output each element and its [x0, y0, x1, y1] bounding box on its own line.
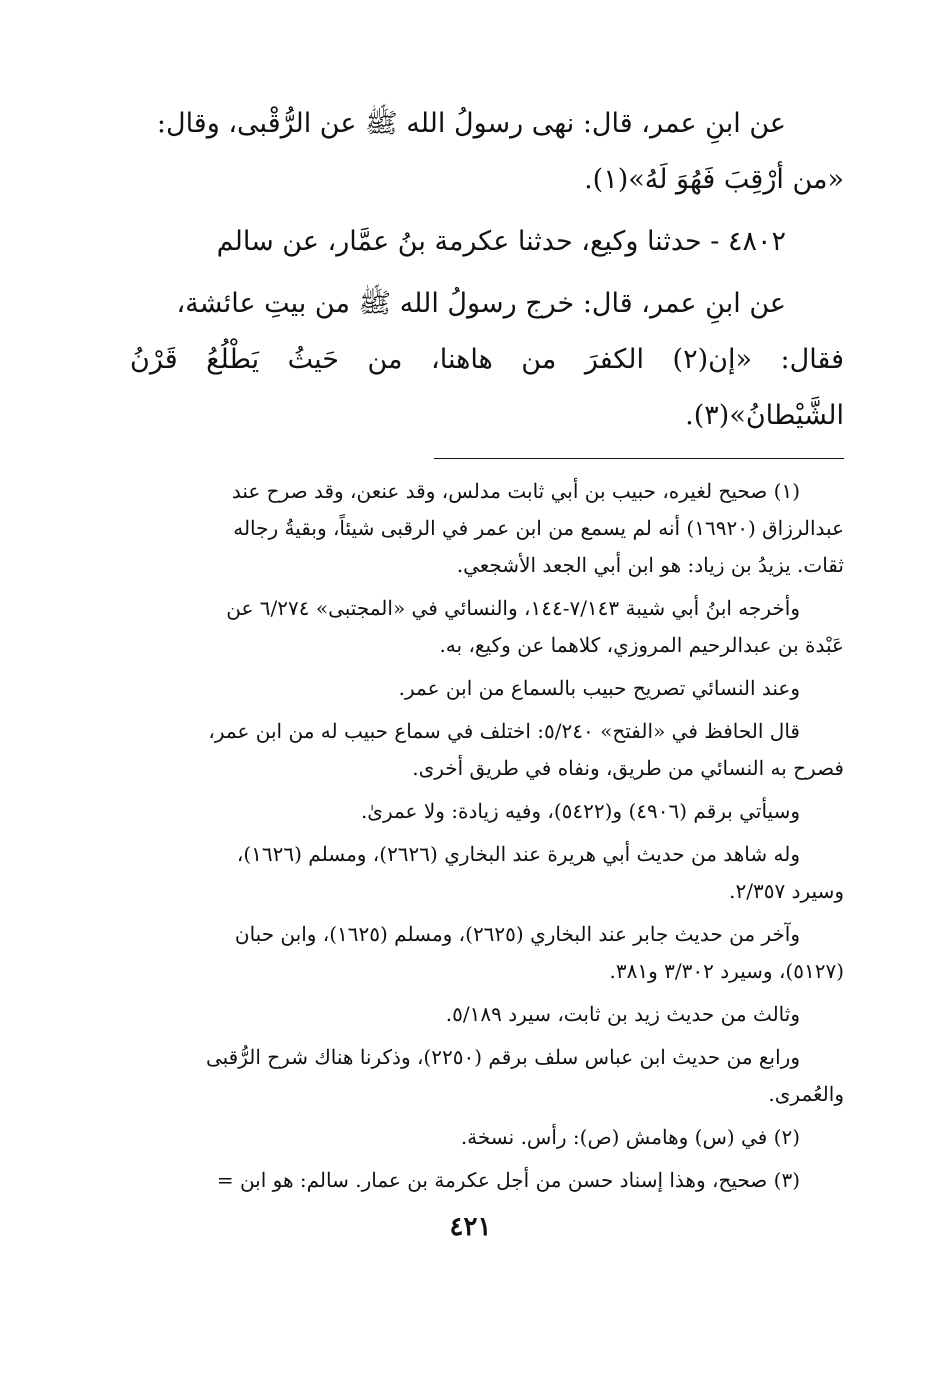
footnote-divider	[434, 458, 844, 459]
footnote-line: وأخرجه ابنُ أبي شيبة ٧/١٤٣-١٤٤، والنسائي في «المجتبى» ٦/٢٧٤ عن	[226, 596, 800, 620]
footnote-line: وله شاهد من حديث أبي هريرة عند البخاري (٢٦٢٦)، ومسلم (١٦٢٦)،	[236, 842, 800, 866]
footnote-line: فصرح به النسائي من طريق، ونفاه في طريق أخرى.	[412, 756, 844, 780]
footnote-line: وسيرد ٢/٣٥٧.	[729, 879, 844, 903]
main-text	[130, 96, 844, 444]
hadith-number-line: ٤٨٠٢ - حدثنا وكيع، حدثنا عكرمة بنُ عمَّار، عن سالم	[216, 226, 786, 257]
footnote-line: وعند النسائي تصريح حبيب بالسماع من ابن عمر.	[398, 676, 800, 700]
footnote-line: قال الحافظ في «الفتح» ٥/٢٤٠: اختلف في سماع حبيب له من ابن عمر،	[208, 719, 800, 743]
footnote-line: (٣) صحيح، وهذا إسناد حسن من أجل عكرمة بن عمار. سالم: هو ابن =	[216, 1168, 800, 1192]
page-number: ٤٢١	[449, 1212, 492, 1242]
main-line: عن ابنِ عمر، قال: نهى رسولُ الله ﷺ عن الرُّقْبى، وقال:	[156, 108, 786, 139]
main-line: «من أرْقِبَ فَهُوَ لَهُ»(١).	[584, 164, 844, 195]
footnote-line: ثقات. يزيدُ بن زياد: هو ابن أبي الجعد الأشجعي.	[456, 553, 844, 577]
footnote-line: ورابع من حديث ابن عباس سلف برقم (٢٢٥٠)، وذكرنا هناك شرح الرُّقبى	[205, 1045, 800, 1069]
main-line: عن ابنِ عمر، قال: خرج رسولُ الله ﷺ من بيتِ عائشة،	[176, 288, 786, 319]
main-line: فقال: «إن(٢) الكفرَ من هاهنا، من حَيثُ يَطْلُعُ قَرْنُ الشَّيْطانُ»(٣).	[130, 344, 844, 431]
footnote-line: وسيأتي برقم (٤٩٠٦) و(٥٤٢٢)، وفيه زيادة: ولا عمرىٰ.	[360, 799, 800, 823]
footnote-line: عبدالرزاق (١٦٩٢٠) أنه لم يسمع من ابن عمر في الرقبى شيئاً، وبقيةُ رجاله	[233, 516, 844, 540]
footnote-line: (٥١٢٧)، وسيرد ٣/٣٠٢ و٣٨١.	[609, 959, 844, 983]
footnote-line: وآخر من حديث جابر عند البخاري (٢٦٢٥)، ومسلم (١٦٢٥)، وابن حبان	[234, 922, 800, 946]
footnote-line: وثالث من حديث زيد بن ثابت، سيرد ٥/١٨٩.	[445, 1002, 800, 1026]
page-content	[130, 96, 844, 1199]
footnotes	[130, 473, 844, 1199]
footnote-line: (٢) في (س) وهامش (ص): رأس. نسخة.	[460, 1125, 800, 1149]
footnote-line: والعُمرى.	[768, 1082, 844, 1106]
footnote-line: (١) صحيح لغيره، حبيب بن أبي ثابت مدلس، وقد عنعن، وقد صرح عند	[231, 479, 800, 503]
footnote-line: عَبْدة بن عبدالرحيم المروزي، كلاهما عن وكيع، به.	[439, 633, 844, 657]
